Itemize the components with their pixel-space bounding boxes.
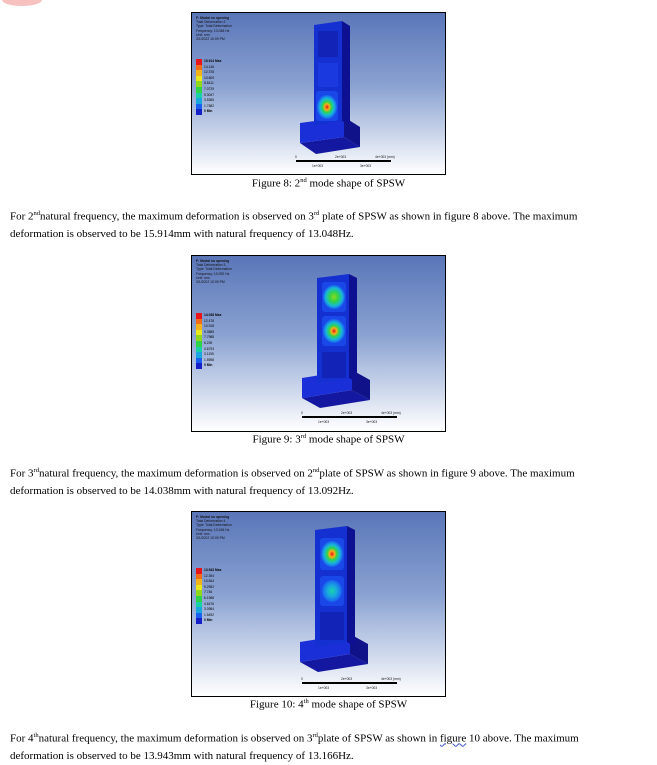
legend-entry: 10.844 [196, 579, 221, 585]
deformation-legend [196, 568, 221, 624]
figure-10-caption: Figure 10: 4th mode shape of SPSW [249, 698, 408, 711]
deformation-legend [196, 313, 221, 369]
legend-entry: 1.7682 [196, 104, 221, 110]
figure-8-caption: Figure 8: 2nd mode shape of SPSW [251, 177, 406, 190]
legend-swatch [196, 109, 202, 115]
analysis-header: F: Modal no opening Total Deformation 2 Type: Total Deformation Frequency: 13.048 Hz Unit: mm 3/1/2022 10:09 PM [196, 16, 232, 42]
legend-entry: 3.0984 [196, 607, 221, 613]
paragraph-mode-2: For 2ndnatural frequency, the maximum deformation is observed on 3rd plate of SPSW as shown in figure 8 above. The maximum deformation is observed to be 15.914mm with natural frequency of 13.048Hz. [10, 210, 578, 240]
paragraph-mode-4: For 4thnatural frequency, the maximum deformation is observed on 3rdplate of SPSW as shown in figure 10 above. The maximum deformation is observed to be 13.943mm with natural frequency of 13.166Hz. [10, 732, 579, 762]
analysis-header: F: Modal no opening Total Deformation 3 Type: Total Deformation Frequency: 13.092 Hz Unit: mm 3/1/2022 10:09 PM [196, 259, 232, 285]
legend-entry: 0 Min [196, 363, 221, 369]
legend-entry: 1.5492 [196, 613, 221, 619]
legend-entry: 1.5598 [196, 358, 221, 364]
legend-entry: 14.038 Max [196, 313, 221, 319]
legend-entry: 7.746 [196, 590, 221, 596]
paragraph-mode-3: For 3rdnatural frequency, the maximum deformation is observed on 2ndplate of SPSW as shown in figure 9 above. The maximum deformation is observed to be 14.038mm with natural frequency of 13.092Hz. [10, 467, 575, 497]
legend-entry: 9.3585 [196, 330, 221, 336]
legend-entry: 12.394 [196, 574, 221, 580]
legend-entry: 0 Min [196, 618, 221, 624]
cropped-thumbnail [2, 0, 42, 6]
legend-entry: 4.6793 [196, 347, 221, 353]
figure-9-image: F: Modal no opening Total Deformation 3 Type: Total Deformation Frequency: 13.092 Hz Unit: mm 3/1/2022 10:09 PM 14.038 Max 12.478 10.918 9.3585 7.7988 6.239 4.6793 3.1195 1.5598 0 Min 0 2e+003 4e+003 (mm) 1e+003 3e+003 [191, 255, 446, 432]
legend-entry: 12.478 [196, 319, 221, 325]
legend-entry: 12.378 [196, 70, 221, 76]
legend-entry: 4.6476 [196, 602, 221, 608]
figure-8-image: F: Modal no opening Total Deformation 2 Type: Total Deformation Frequency: 13.048 Hz Unit: mm 3/1/2022 10:09 PM 15.914 Max 14.146 12.378 10.609 8.8411 7.0729 5.3047 3.5365 1.7682 0 Min 0 2e+003 4e+003 (mm) 1e+003 3e+003 [191, 12, 446, 175]
figure-10-image: F: Modal no opening Total Deformation 4 Type: Total Deformation Frequency: 13.166 Hz Unit: mm 3/1/2022 10:09 PM 13.943 Max 12.394 10.844 9.2952 7.746 6.1968 4.6476 3.0984 1.5492 0 Min 0 2e+003 4e+003 (mm) 1e+003 3e+003 [191, 511, 446, 697]
legend-entry: 7.0729 [196, 87, 221, 93]
legend-entry: 0 Min [196, 109, 221, 115]
legend-entry: 3.1195 [196, 352, 221, 358]
figure-9-caption: Figure 9: 3rd mode shape of SPSW [252, 433, 405, 446]
legend-entry: 14.146 [196, 65, 221, 71]
legend-entry: 15.914 Max [196, 59, 221, 65]
legend-entry: 10.918 [196, 324, 221, 330]
legend-entry: 8.8411 [196, 81, 221, 87]
legend-entry: 6.239 [196, 341, 221, 347]
legend-entry: 10.609 [196, 76, 221, 82]
legend-entry: 13.943 Max [196, 568, 221, 574]
analysis-header: F: Modal no opening Total Deformation 4 Type: Total Deformation Frequency: 13.166 Hz Unit: mm 3/1/2022 10:09 PM [196, 515, 232, 541]
legend-swatch [196, 618, 202, 624]
legend-entry: 6.1968 [196, 596, 221, 602]
legend-entry: 5.3047 [196, 93, 221, 99]
legend-swatch [196, 363, 202, 369]
legend-entry: 3.5365 [196, 98, 221, 104]
legend-entry: 9.2952 [196, 585, 221, 591]
legend-entry: 7.7988 [196, 335, 221, 341]
deformation-legend [196, 59, 221, 115]
